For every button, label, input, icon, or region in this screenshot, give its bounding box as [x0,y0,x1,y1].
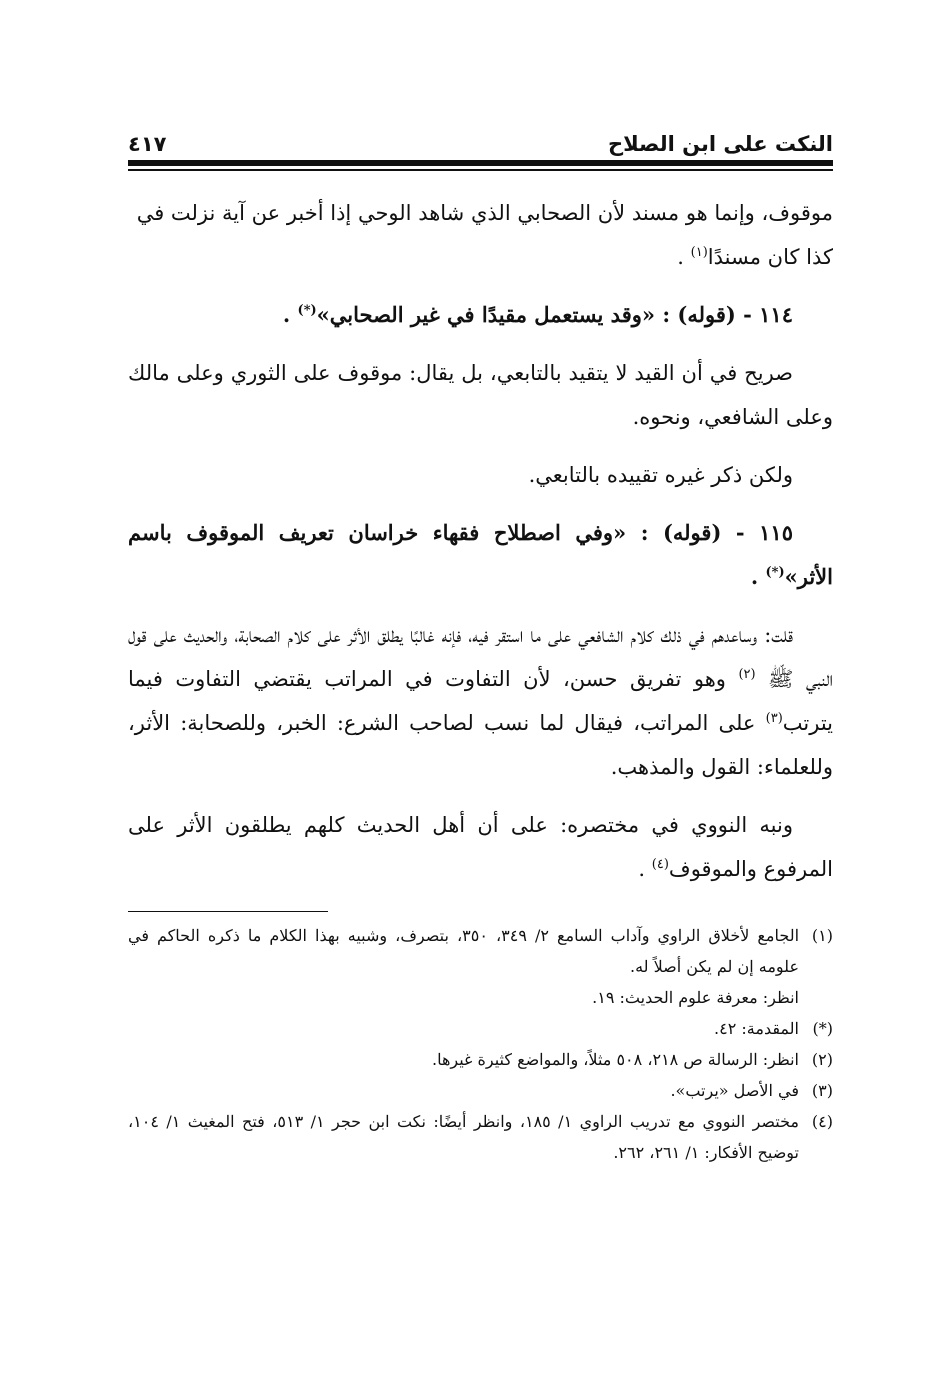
paragraph-5-text: ونبه النووي في مختصره: على أن أهل الحديث كلهم يطلقون الأثر على المرفوع والموقوف [128,813,833,881]
footnote-marker: (*) [812,1019,833,1038]
footnote-marker: (٣) [811,1081,833,1100]
heading-115-end: . [750,564,766,589]
paragraph-1-line-2: كذا كان مسندًا [707,245,833,269]
paragraph-4 [128,613,833,789]
footnote-text: المقدمة: ٤٢. [714,1019,799,1038]
footnote-marker: (١) [811,926,833,945]
header-rule-thick [128,160,833,166]
heading-114-end: . [282,302,298,327]
footnote-ref-star-114: (*) [297,303,317,318]
paragraph-4-part-a: قلت: وساعدهم في ذلك كلام الشافعي على ما استقر فيه، فإنه غالبًا يطلق الأثر على كلام الصحابة، والحديث على قول النبي ﷺ [128,623,833,691]
footnote-4 [128,1106,833,1168]
footnote-3 [128,1075,833,1106]
paragraph-5-end: . [638,857,652,881]
footnote-ref-4: (٤) [651,857,669,872]
paragraph-5 [128,803,833,891]
paragraph-4-part-b: وهو تفريق حسن، لأن التفاوت في المراتب يقتضي التفاوت فيما يترتب [128,667,833,735]
footnote-1-text: الجامع لأخلاق الراوي وآداب السامع ٢/ ٣٤٩، ٣٥٠، بتصرف، وشبيه بهذا الكلام ما ذكره الحاكم في علومه إن لم يكن أصلاً له. [128,926,800,976]
heading-114 [128,293,833,337]
main-text [128,191,833,891]
footnote-1 [128,920,833,1013]
footnote-text: في الأصل «يرتب». [670,1081,799,1100]
paragraph-1-end: . [677,245,691,269]
heading-115 [128,511,833,599]
heading-114-number: ١١٤ - (قوله) : [655,302,793,327]
header-rule-thin [128,169,833,171]
footnote-ref-3: (٣) [765,711,783,726]
paragraph-1-line-1: موقوف، وإنما هو مسند لأن الصحابي الذي شاهد الوحي إذا أخبر عن آية نزلت في [136,201,833,225]
footnote-1-extra: انظر: معرفة علوم الحديث: ١٩. [592,988,799,1007]
paragraph-4-part-c: على المراتب، فيقال لما نسب لصاحب الشرع: الخبر، وللصحابة: الأثر، وللعلماء: القول والمذهب. [128,711,833,779]
heading-114-quote: «وقد يستعمل مقيدًا في غير الصحابي» [316,302,656,327]
paragraph-3: ولكن ذكر غيره تقييده بالتابعي. [528,463,793,487]
page-number: ٤١٧ [128,132,167,156]
heading-115-number: ١١٥ - (قوله) : [626,520,793,545]
book-page [128,122,833,1168]
running-title: النكت على ابن الصلاح [607,132,833,156]
heading-115-quote: «وفي اصطلاح فقهاء خراسان تعريف الموقوف باسم الأثر» [128,520,833,589]
footnote-ref-1: (١) [690,245,708,260]
page-header [128,122,833,156]
footnote-text: انظر: الرسالة ص ٢١٨، ٥٠٨ مثلاً، والمواضع كثيرة غيرها. [431,1050,799,1069]
footnote-ref-star-115: (*) [765,565,785,580]
paragraph-1 [128,191,833,279]
paragraph-2: صريح في أن القيد لا يتقيد بالتابعي، بل يقال: موقوف على الثوري وعلى مالك وعلى الشافعي، ونحوه. [128,361,833,429]
footnote-star [128,1013,833,1044]
footnote-marker: (٢) [811,1050,833,1069]
footnote-separator [128,911,328,912]
footnote-marker: (٤) [811,1112,833,1131]
footnote-2 [128,1044,833,1075]
footnote-text: مختصر النووي مع تدريب الراوي ١/ ١٨٥، وانظر أيضًا: نكت ابن حجر ١/ ٥١٣، فتح المغيث ١/ ١٠٤، توضيح الأفكار: ١/ ٢٦١، ٢٦٢. [128,1112,800,1162]
footnote-text [128,920,799,1013]
footnotes [128,912,833,1168]
footnote-ref-2: (٢) [738,667,756,682]
